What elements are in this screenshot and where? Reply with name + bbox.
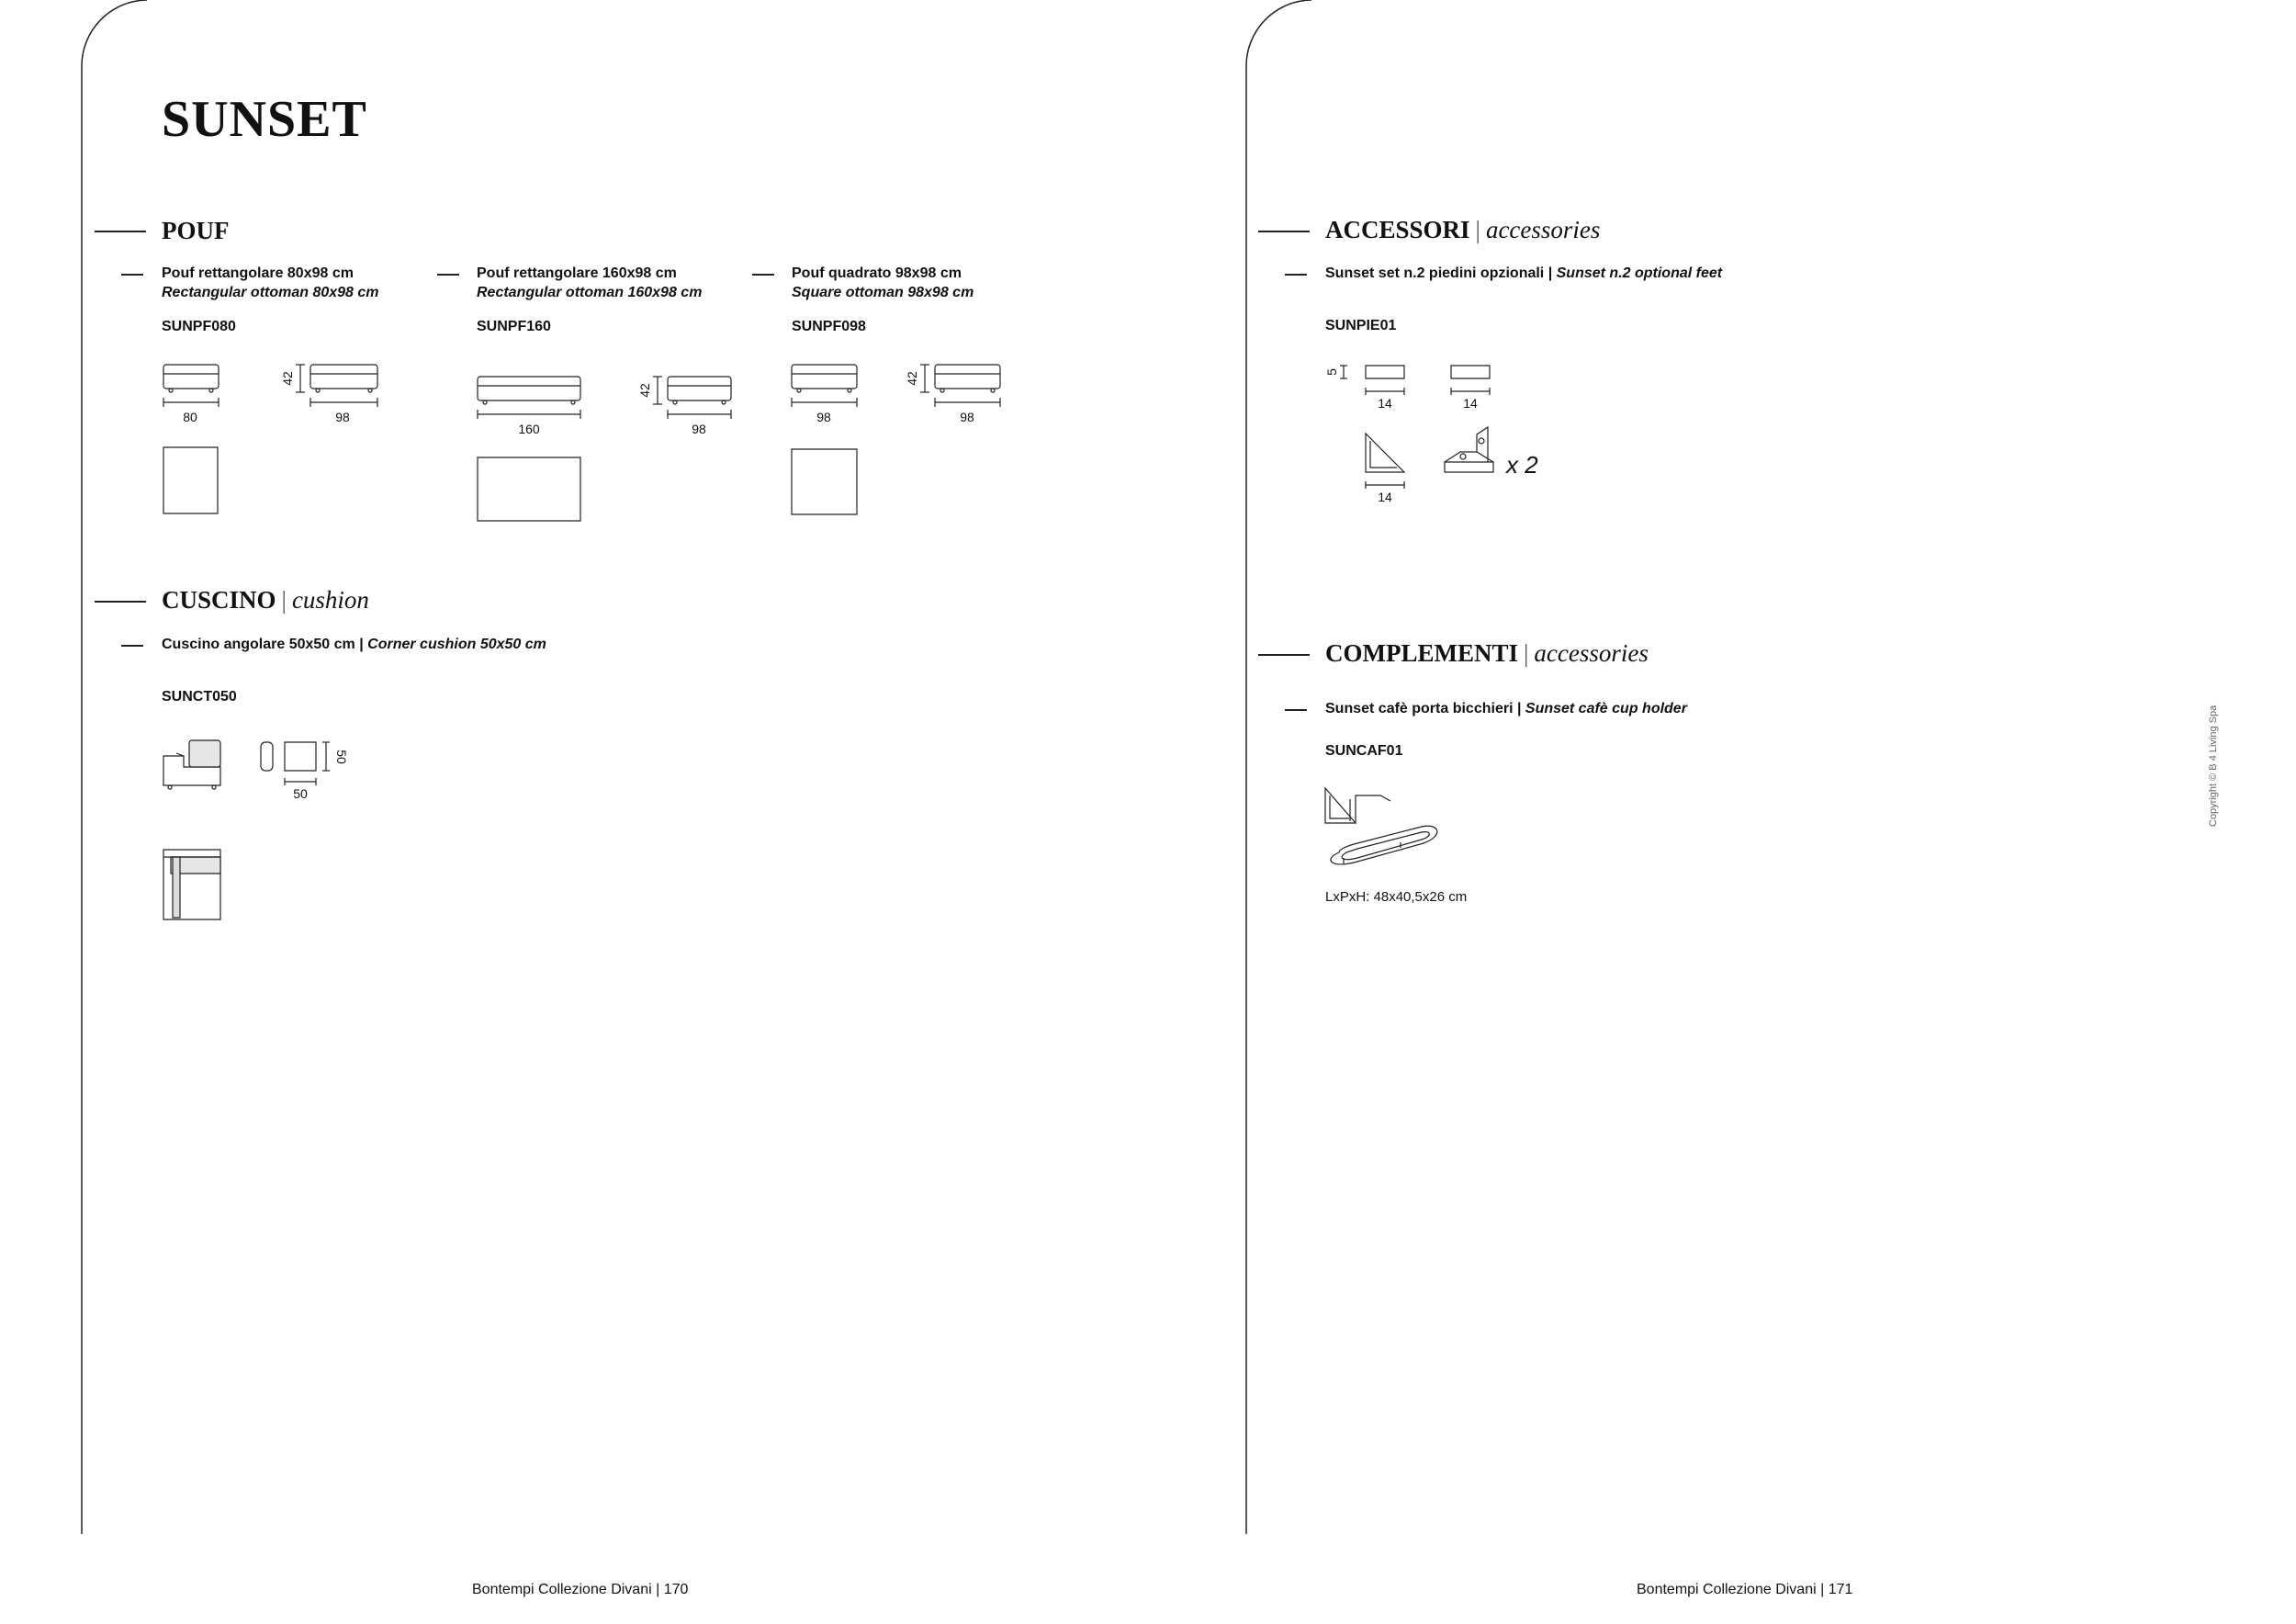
item-name-en: Rectangular ottoman 160x98 cm	[477, 285, 703, 300]
dim-w1: 14	[1378, 396, 1392, 411]
dim-width: 160	[518, 422, 540, 436]
dim-height: 5	[1324, 368, 1339, 376]
dim-height: 42	[637, 383, 652, 398]
dim-depth: 98	[960, 410, 974, 424]
dim-depth: 98	[335, 410, 350, 424]
dim-w3: 14	[1378, 490, 1392, 504]
dim-height: 42	[905, 371, 919, 386]
product-code: SUNPF160	[477, 319, 551, 334]
dim-width: 80	[183, 410, 197, 424]
product-code: SUNCT050	[162, 689, 237, 705]
page-title: SUNSET	[162, 91, 367, 148]
dim-w2: 14	[1463, 396, 1478, 411]
product-code: SUNPIE01	[1325, 318, 1397, 333]
item-name-en: Square ottoman 98x98 cm	[792, 285, 974, 300]
dim-height: 50	[334, 750, 349, 764]
item-name: Cuscino angolare 50x50 cm | Corner cushion 50x50 cm	[162, 637, 546, 652]
page-footer-right: Bontempi Collezione Divani | 171	[1637, 1582, 1853, 1597]
item-name: Sunset set n.2 piedini opzionali | Sunset n.2 optional feet	[1325, 265, 1723, 281]
item-name-en: Rectangular ottoman 80x98 cm	[162, 285, 379, 300]
section-heading-complementi: COMPLEMENTI | accessories	[1325, 639, 1649, 667]
cup-holder-dimensions: LxPxH: 48x40,5x26 cm	[1325, 889, 1468, 905]
item-name: Sunset cafè porta bicchieri | Sunset cafè cup holder	[1325, 701, 1687, 716]
copyright-text: Copyright © B 4 Living Spa	[2208, 705, 2219, 827]
dim-width: 98	[816, 410, 831, 424]
product-code: SUNCAF01	[1325, 743, 1403, 759]
item-name: Pouf rettangolare 160x98 cm	[477, 265, 677, 281]
quantity-label: x 2	[1506, 451, 1538, 479]
item-name: Pouf rettangolare 80x98 cm	[162, 265, 354, 281]
product-code: SUNPF080	[162, 319, 236, 334]
section-heading-accessori: ACCESSORI | accessories	[1325, 216, 1601, 243]
page-footer-left: Bontempi Collezione Divani | 170	[472, 1582, 689, 1597]
section-heading-pouf: POUF	[162, 217, 230, 244]
dim-depth: 98	[692, 422, 706, 436]
dim-width: 50	[293, 786, 308, 801]
item-name: Pouf quadrato 98x98 cm	[792, 265, 962, 281]
dim-height: 42	[280, 371, 295, 386]
product-code: SUNPF098	[792, 319, 866, 334]
section-heading-cuscino: CUSCINO | cushion	[162, 586, 369, 614]
